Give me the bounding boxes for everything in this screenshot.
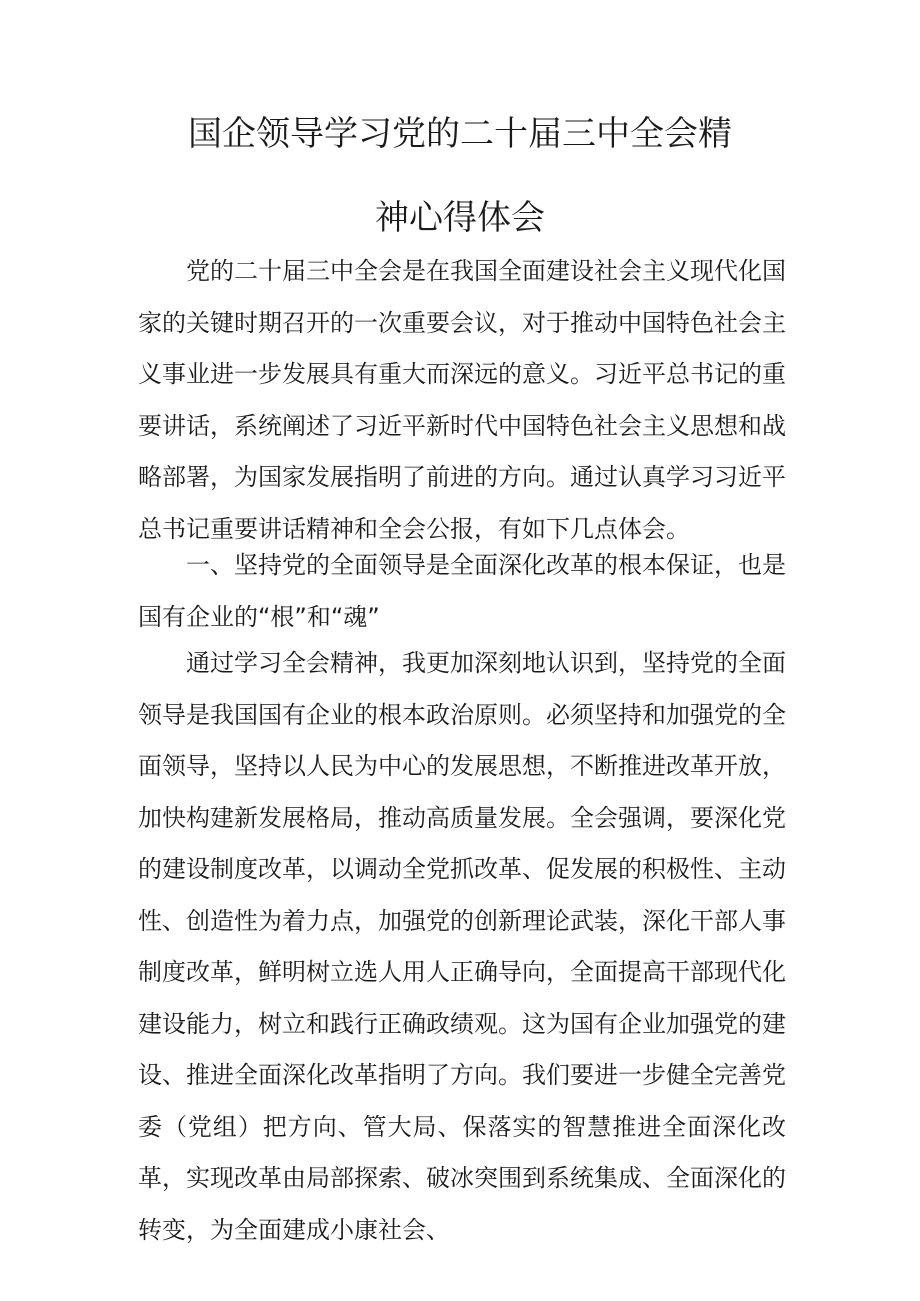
- intro-paragraph-block: [138, 246, 786, 555]
- section-body-block: [138, 638, 786, 1256]
- document-title-line-1: 国企领导学习党的二十届三中全会精: [188, 114, 732, 154]
- document-title-line-2: 神心得体会: [375, 198, 545, 238]
- section-heading-block: [138, 540, 786, 643]
- section-body-paragraph-1: 通过学习全会精神，我更加深刻地认识到，坚持党的全面领导是我国国有企业的根本政治原则。必须坚持和加强党的全面领导，坚持以人民为中心的发展思想，不断推进改革开放，加快构建新发展格局，推动高质量发展。全会强调，要深化党的建设制度改革，以调动全党抓改革、促发展的积极性、主动性、创造性为着力点，加强党的创新理论武装，深化干部人事制度改革，鲜明树立选人用人正确导向，全面提高干部现代化建设能力，树立和践行正确政绩观。这为国有企业加强党的建设、推进全面深化改革指明了方向。我们要进一步健全完善党委（党组）把方向、管大局、保落实的智慧推进全面深化改革，实现改革由局部探索、破冰突围到系统集成、全面深化的转变，为全面建成小康社会、: [138, 649, 786, 1244]
- intro-paragraph: 党的二十届三中全会是在我国全面建设社会主义现代化国家的关键时期召开的一次重要会议，对于推动中国特色社会主义事业进一步发展具有重大而深远的意义。习近平总书记的重要讲话，系统阐述了习近平新时代中国特色社会主义思想和战略部署，为国家发展指明了前进的方向。通过认真学习习近平总书记重要讲话精神和全会公报，有如下几点体会。: [138, 257, 786, 543]
- section-heading-1: 一、坚持党的全面领导是全面深化改革的根本保证，也是国有企业的“根”和“魂”: [138, 551, 786, 631]
